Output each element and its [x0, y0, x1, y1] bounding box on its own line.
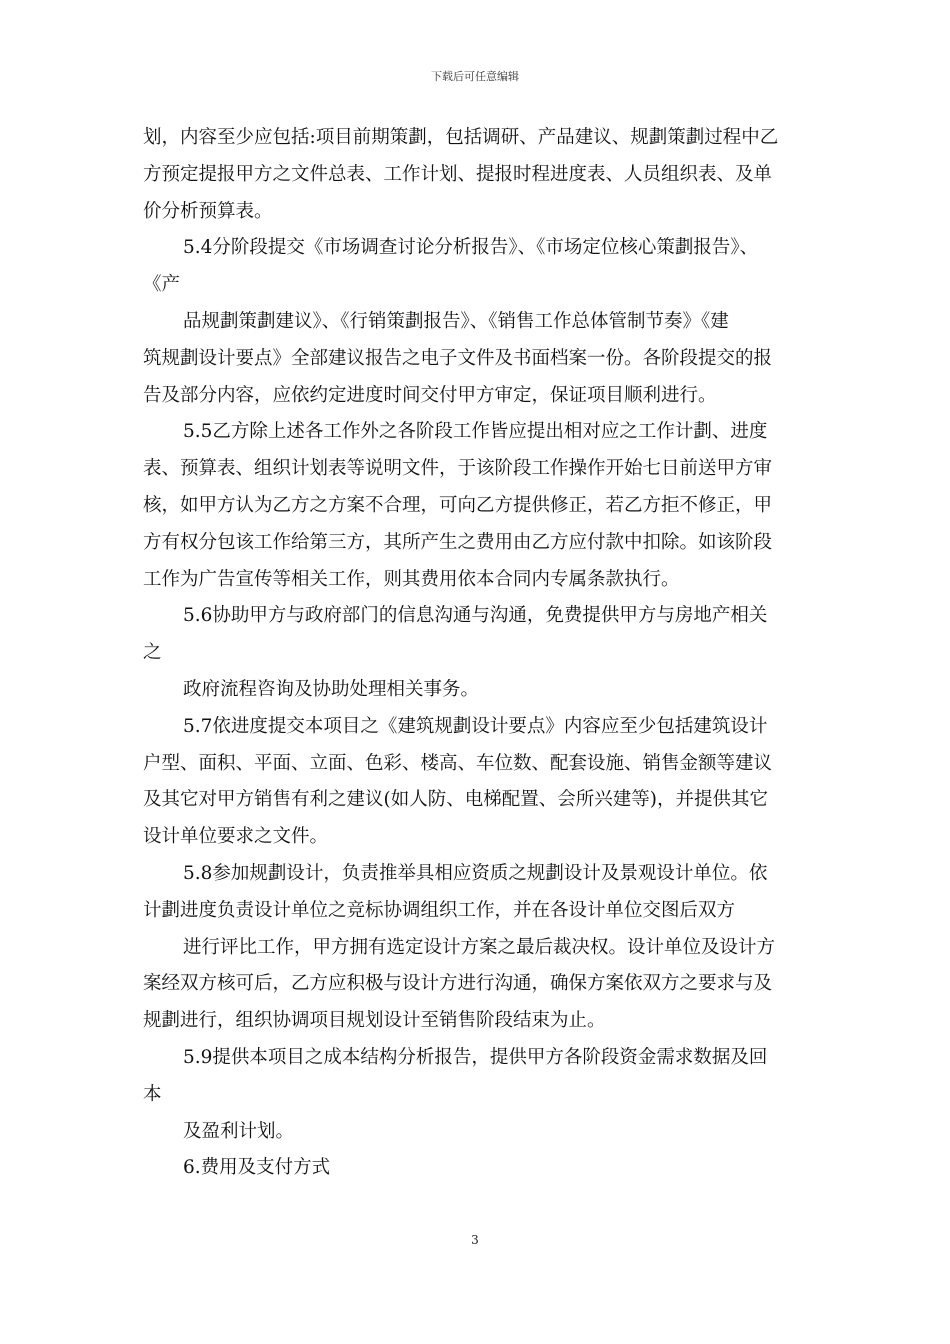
text-line: 价分析预算表。	[143, 200, 273, 222]
text-line: 工作为广告宣传等相关工作，则其费用依本合同内专属条款执行。	[143, 568, 680, 590]
text-line: 核，如甲方认为乙方之方案不合理，可向乙方提供修正，若乙方拒不修正，甲	[143, 494, 773, 516]
text-line: 之	[143, 642, 162, 664]
text-line: 5.8参加规劃设计，负责推举具相应资质之规劃设计及景观设计单位。依	[183, 862, 768, 884]
text-line: 5.6协助甲方与政府部门的信息沟通与沟通，免费提供甲方与房地产相关	[183, 605, 768, 627]
text-line: 及其它对甲方销售有利之建议(如人防、电梯配置、会所兴建等)，并提供其它	[143, 789, 768, 811]
text-line: 筑规劃设计要点》全部建议报告之电子文件及书面档案一份。各阶段提交的报	[143, 347, 773, 369]
text-line: 户型、面积、平面、立面、色彩、楼高、车位数、配套设施、销售金额等建议	[143, 752, 773, 774]
text-line: 方预定提报甲方之文件总表、工作计划、提报时程进度表、人员组织表、及单	[143, 163, 773, 185]
text-line: 本	[143, 1083, 162, 1105]
text-line: 5.5乙方除上述各工作外之各阶段工作皆应提出相对应之工作计劃、进度	[183, 421, 768, 443]
text-line: 规劃进行，组织协调项目规划设计至销售阶段结束为止。	[143, 1010, 606, 1032]
text-line: 政府流程咨询及协助处理相关事务。	[183, 678, 480, 700]
text-line: 案经双方核可后，乙方应积极与设计方进行沟通，确保方案依双方之要求与及	[143, 973, 773, 995]
text-line: 5.9提供本项目之成本结构分析报告，提供甲方各阶段资金需求数据及回	[183, 1046, 768, 1068]
text-line: 计劃进度负责设计单位之竞标协调组织工作，并在各设计单位交图后双方	[143, 899, 736, 921]
text-line: 《产	[143, 274, 181, 296]
text-line: 5.7依进度提交本项目之《建筑规劃设计要点》内容应至少包括建筑设计	[183, 715, 768, 737]
text-line: 进行评比工作，甲方拥有选定设计方案之最后裁决权。设计单位及设计方	[183, 936, 776, 958]
text-line: 方有权分包该工作给第三方，其所产生之费用由乙方应付款中扣除。如该阶段	[143, 531, 773, 553]
text-line: 设计单位要求之文件。	[143, 826, 329, 848]
document-body	[143, 120, 823, 1187]
text-line: 表、预算表、组织计划表等说明文件，于该阶段工作操作开始七日前送甲方审	[143, 458, 773, 480]
section-heading: 6.费用及支付方式	[183, 1157, 331, 1179]
text-line: 及盈利计划。	[183, 1120, 295, 1142]
text-line: 告及部分内容，应依约定进度时间交付甲方审定，保证项目顺利进行。	[143, 384, 717, 406]
page-number: 3	[471, 1233, 479, 1247]
text-line: 划，内容至少应包括:项目前期策劃，包括调研、产品建议、规劃策劃过程中乙	[143, 127, 779, 148]
page-header: 下载后可任意编辑	[431, 70, 519, 83]
text-line: 品规劃策劃建议》、《行销策劃报告》、《销售工作总体管制节奏》《建	[183, 310, 729, 332]
text-line: 5.4分阶段提交《市场调查讨论分析报告》、《市场定位核心策劃报告》、	[183, 237, 759, 259]
